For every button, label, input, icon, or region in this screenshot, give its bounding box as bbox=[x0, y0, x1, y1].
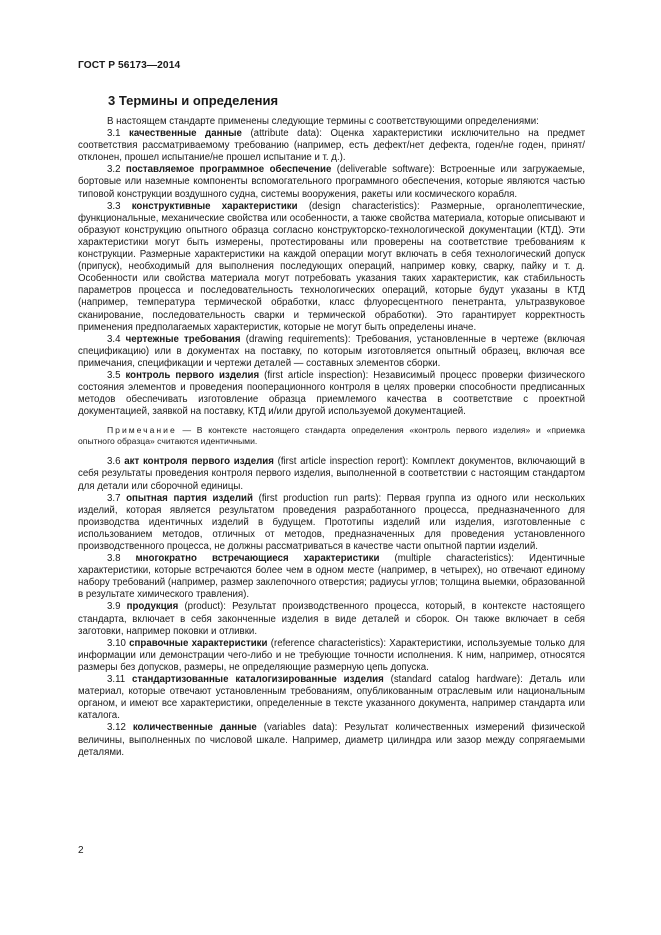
section-title: 3 Термины и определения bbox=[108, 93, 279, 108]
note-paragraph: Примечание — В контексте настоящего стандарта определения «контроль первого изделия» и «приемка опытного образца» считаются идентичными. bbox=[78, 425, 585, 447]
term: многократно встречающиеся характеристики bbox=[135, 553, 380, 565]
term: справочные характеристики bbox=[129, 637, 268, 649]
definition-3-5: 3.5 контроль первого изделия (first article inspection): Независимый процесс проверки физического состояния элементов и проведения пооперационного контроля в целях проверки способности предписанных методов обеспечивать изготовление образца приемлемого качества в соответствие с проектной документацией, заявкой на поставку, КТД и/или другой используемой документацией. bbox=[78, 369, 585, 418]
definition-3-1: 3.1 качественные данные (attribute data): Оценка характеристики исключительно на предмет соответствия рассматриваемому требованию (например, есть дефект/нет дефекта, годен/не годен, принят/отклонен, прошел испытание/не прошел испытание и т. д.). bbox=[78, 128, 586, 164]
definition-3-11: 3.11 стандартизованные каталогизированные изделия (standard catalog hardware): Деталь или материал, которые отвечают установленным требованиям, опубликованным отраслевым или национальным органом, и имеют все характеристики, определенные в тексте указанного документа, например стандарта или каталога. bbox=[78, 674, 585, 722]
definition-3-4: 3.4 чертежные требования (drawing requirements): Требования, установленные в чертеже (включая спецификацию) или в документах на поставку, по которым изготовляется опытный образец, включая все примечания, спецификации и чертежи деталей — составных элементов сборки. bbox=[78, 333, 585, 369]
definitions-list-2 bbox=[78, 456, 585, 758]
term: акт контроля первого изделия bbox=[124, 456, 274, 468]
term: конструктивные характеристики bbox=[131, 200, 298, 212]
definition-3-6: 3.6 акт контроля первого изделия (first article inspection report): Комплект документов, включающий в себя результаты проведения контроля первого изделия, выполненной в соответствии с настоящим стандартом для детали или сборочной единицы. bbox=[78, 456, 585, 492]
term: качественные данные bbox=[128, 128, 242, 140]
definition-3-2: 3.2 поставляемое программное обеспечение (deliverable software): Встроенные или загружаемые, бортовые или наземные компоненты вспомогательного программного обеспечения, которые являются частью типовой конструкции воздушного судна, системы вооружения, ракеты или космического корабля. bbox=[78, 164, 585, 200]
term: опытная партия изделий bbox=[126, 492, 253, 504]
definitions-list-1 bbox=[78, 128, 585, 418]
term: контроль первого изделия bbox=[125, 369, 260, 381]
note-label: Примечание bbox=[107, 425, 177, 436]
term: стандартизованные каталогизированные изделия bbox=[132, 674, 384, 686]
definition-3-8: 3.8 многократно встречающиеся характеристики (multiple characteristics): Идентичные характеристики, которые встречаются более чем в одном месте (например, в четырех), но отвечают единому набору требований (например, размер заклепочного отверстия; радиусы углов; толщина выемки, образованной в результате химического травления). bbox=[78, 553, 585, 601]
intro-paragraph: В настоящем стандарте применены следующие термины с соответствующими определениями: bbox=[107, 116, 539, 127]
term: продукция bbox=[126, 601, 179, 613]
definition-3-7: 3.7 опытная партия изделий (first production run parts): Первая группа из одного или нескольких изделий, которая является результатом проведения разработанного процесса, предназначенного для производства идентичных изделий в будущем. Прототипы изделий или изделия, изготовленные с использованием методов, отличных от методов, предназначенных для проведения установленного производственного процесса, не должны рассматриваться в качестве части опытной партии изделий. bbox=[78, 492, 585, 552]
term: поставляемое программное обеспечение bbox=[125, 164, 332, 176]
term: количественные данные bbox=[132, 722, 257, 734]
definition-3-9: 3.9 продукция (product): Результат производственного процесса, который, в контексте настоящего стандарта, включает в себя законченные изделия в виде деталей и сборок. Он также включает в себя заготовки, например поковки и отливки. bbox=[78, 601, 585, 637]
definition-3-10: 3.10 справочные характеристики (reference characteristics): Характеристики, используемые только для информации или демонстрации чего-либо и не требующие точности исполнения. К ним, например, относятся размеры без допусков, размеры, не определяющие размерную цепь допуска. bbox=[78, 637, 586, 673]
definition-3-12: 3.12 количественные данные (variables data): Результат количественных измерений физической величины, выполненных по числовой шкале. Например, диаметр цилиндра или зазор между сопрягаемыми деталями. bbox=[78, 722, 585, 758]
term: чертежные требования bbox=[125, 333, 241, 345]
document-code: ГОСТ Р 56173—2014 bbox=[78, 60, 181, 71]
definition-3-3: 3.3 конструктивные характеристики (design characteristics): Размерные, органолептические, функциональные, механические свойства или особенности, а также свойства материала, которые описывают и образуют конструкцию опытного образца согласно конструкторско-технологической документации (КТД). Эти характеристики могут быть измерены, протестированы или проверены на соответствие требованиям к конструкции. Размерные характеристики на каждой операции могут включать в себя технологический допуск (припуск), необходимый для выполнения последующих операций, например ковку, сварку, пайку и т. д. Особенности или свойства материала могут потребовать указания таких характеристик, как стабильность параметров процесса и последовательность технологических операций, которые будут указаны в КТД (например, температура термической обработки, класс флуоресцентного пенетранта, ультразвуковое сканирование, последовательность сварки и термической обработки). Это гарантирует корректность применения предполагаемых характеристик, которые не могут быть определены иначе. bbox=[78, 200, 585, 333]
document-body bbox=[78, 116, 585, 759]
page-number: 2 bbox=[78, 845, 84, 856]
